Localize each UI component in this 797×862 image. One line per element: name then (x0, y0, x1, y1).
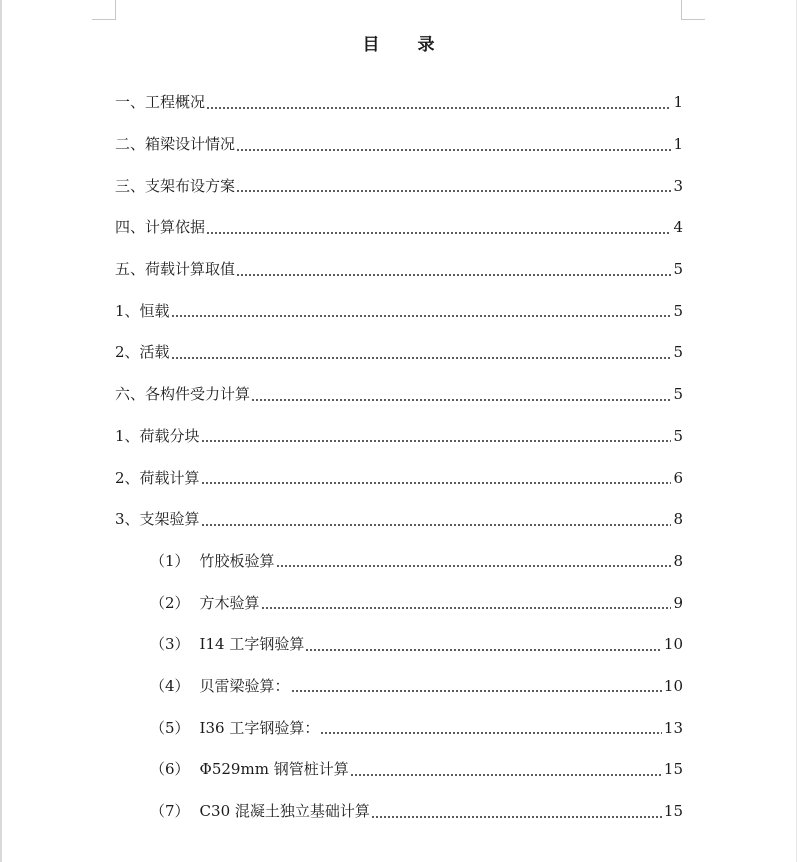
toc-subentry[interactable] (115, 707, 683, 749)
toc-entry[interactable] (115, 374, 683, 416)
toc-entry[interactable] (115, 416, 683, 458)
toc-subentry[interactable] (115, 541, 683, 583)
toc-entry-number: （2） (150, 593, 190, 612)
toc-entry-page: 8 (673, 510, 683, 529)
toc-entry-label: 三、支架布设方案 (115, 176, 236, 195)
toc-entry-page: 10 (663, 676, 683, 695)
toc-entry-page: 5 (673, 385, 683, 404)
table-of-contents (115, 82, 683, 832)
toc-entry-page: 5 (673, 301, 683, 320)
toc-entry-label: 3、支架验算 (115, 510, 200, 529)
toc-entry-label: 四、计算依据 (115, 218, 206, 237)
toc-leader-dots (320, 732, 662, 734)
toc-subentry[interactable] (115, 666, 683, 708)
toc-entry-page: 6 (673, 468, 683, 487)
toc-entry-label: Φ529mm 钢管桩计算 (199, 760, 349, 779)
toc-entry-label: 1、恒载 (115, 301, 170, 320)
toc-leader-dots (236, 149, 671, 151)
toc-leader-dots (291, 690, 662, 692)
toc-entry-label: 一、工程概况 (115, 93, 206, 112)
toc-entry-label: 五、荷载计算取值 (115, 260, 236, 279)
toc-entry-number: （7） (150, 802, 190, 821)
toc-leader-dots (305, 649, 662, 651)
toc-entry-page: 1 (673, 135, 683, 154)
toc-entry-number: （3） (150, 635, 190, 654)
toc-leader-dots (206, 232, 671, 234)
toc-entry-page: 1 (673, 93, 683, 112)
crop-mark-top-left (92, 19, 116, 20)
toc-entry-page: 15 (663, 760, 683, 779)
toc-entry-label: 六、各构件受力计算 (115, 385, 251, 404)
toc-subentry[interactable] (115, 749, 683, 791)
toc-leader-dots (371, 816, 662, 818)
toc-entry-label: 二、箱梁设计情况 (115, 135, 236, 154)
toc-entry-page: 9 (673, 593, 683, 612)
toc-entry[interactable] (115, 499, 683, 541)
toc-leader-dots (236, 274, 671, 276)
crop-mark-top-left (115, 0, 116, 20)
toc-entry[interactable] (115, 82, 683, 124)
toc-leader-dots (201, 440, 672, 442)
toc-leader-dots (206, 107, 671, 109)
toc-entry-page: 5 (673, 343, 683, 362)
toc-entry-page: 4 (673, 218, 683, 237)
toc-entry-number: （6） (150, 760, 190, 779)
toc-leader-dots (236, 190, 671, 192)
toc-leader-dots (350, 774, 662, 776)
toc-entry-number: （4） (150, 676, 190, 695)
toc-entry-label: 竹胶板验算 (199, 551, 275, 570)
toc-leader-dots (261, 607, 672, 609)
toc-entry-label: 2、荷载计算 (115, 468, 200, 487)
toc-entry-page: 3 (673, 176, 683, 195)
toc-entry[interactable] (115, 124, 683, 166)
toc-entry[interactable] (115, 165, 683, 207)
toc-entry[interactable] (115, 207, 683, 249)
toc-leader-dots (251, 399, 671, 401)
toc-leader-dots (171, 315, 672, 317)
title-char: 目 (362, 35, 380, 55)
toc-entry-page: 10 (663, 635, 683, 654)
toc-entry-page: 8 (673, 551, 683, 570)
toc-entry-label: 方木验算 (199, 593, 260, 612)
toc-entry-label: I36 工字钢验算： (199, 718, 320, 737)
page-title (0, 30, 797, 55)
page-left-edge (0, 0, 2, 862)
toc-entry[interactable] (115, 332, 683, 374)
toc-entry[interactable] (115, 290, 683, 332)
toc-entry-page: 5 (673, 260, 683, 279)
toc-subentry[interactable] (115, 624, 683, 666)
toc-leader-dots (171, 357, 672, 359)
toc-entry-page: 13 (663, 718, 683, 737)
toc-entry-label: 1、荷载分块 (115, 426, 200, 445)
toc-entry-label: 贝雷梁验算： (199, 676, 290, 695)
toc-subentry[interactable] (115, 582, 683, 624)
toc-leader-dots (201, 482, 672, 484)
toc-entry[interactable] (115, 249, 683, 291)
crop-mark-top-right (681, 19, 705, 20)
toc-entry-page: 5 (673, 426, 683, 445)
toc-entry[interactable] (115, 457, 683, 499)
toc-entry-label: I14 工字钢验算 (199, 635, 305, 654)
title-char: 录 (417, 35, 435, 55)
toc-leader-dots (201, 524, 672, 526)
toc-subentry[interactable] (115, 791, 683, 833)
toc-entry-label: C30 混凝土独立基础计算 (199, 802, 370, 821)
toc-leader-dots (276, 565, 672, 567)
toc-entry-label: 2、活载 (115, 343, 170, 362)
toc-entry-number: （1） (150, 551, 190, 570)
toc-entry-number: （5） (150, 718, 190, 737)
toc-entry-page: 15 (663, 802, 683, 821)
crop-mark-top-right (681, 0, 682, 20)
